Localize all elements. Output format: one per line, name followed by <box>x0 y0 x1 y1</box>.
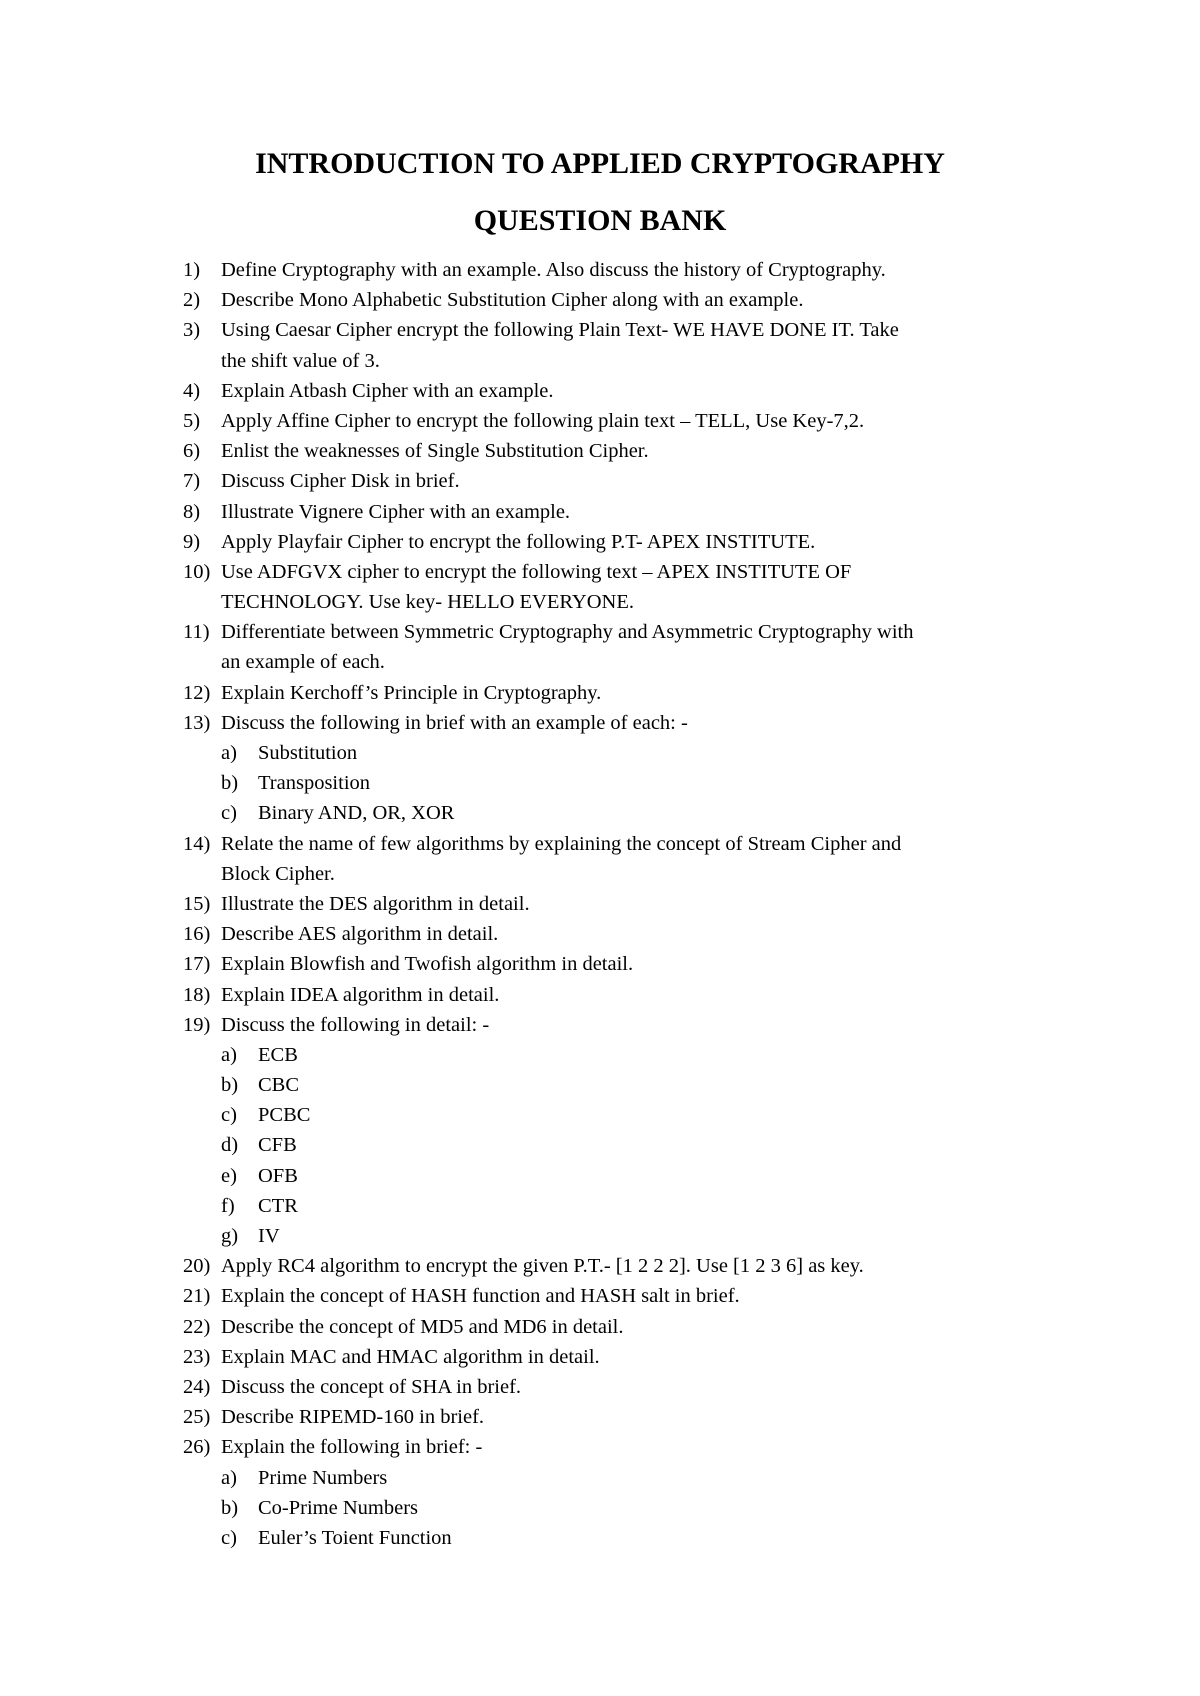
question-item <box>0 1281 1200 1311</box>
question-subitem <box>0 1100 1200 1130</box>
question-text: Describe the concept of MD5 and MD6 in detail. <box>221 1315 624 1338</box>
subitem-text: CTR <box>258 1194 298 1217</box>
question-item <box>0 1010 1200 1040</box>
question-number: 24) <box>183 1375 211 1398</box>
subitem-text: CFB <box>258 1134 297 1157</box>
subitem-text: Binary AND, OR, XOR <box>258 802 455 825</box>
question-number: 3) <box>183 319 201 342</box>
document-title: INTRODUCTION TO APPLIED CRYPTOGRAPHY <box>255 147 945 180</box>
question-item <box>0 829 1200 859</box>
question-item-continuation <box>0 647 1200 677</box>
question-number: 22) <box>183 1315 211 1338</box>
question-item <box>0 497 1200 527</box>
question-subitem <box>0 1191 1200 1221</box>
question-text: Describe AES algorithm in detail. <box>221 923 499 946</box>
question-item <box>0 617 1200 647</box>
question-text: Apply Playfair Cipher to encrypt the following P.T- APEX INSTITUTE. <box>221 530 816 553</box>
question-text: Describe Mono Alphabetic Substitution Cipher along with an example. <box>221 289 804 312</box>
subitem-letter: a) <box>221 1043 237 1066</box>
question-number: 14) <box>183 832 211 855</box>
subitem-text: PCBC <box>258 1104 311 1127</box>
question-item <box>0 919 1200 949</box>
question-number: 17) <box>183 953 211 976</box>
question-number: 9) <box>183 530 201 553</box>
question-number: 26) <box>183 1436 211 1459</box>
subitem-letter: e) <box>221 1164 237 1187</box>
question-item <box>0 255 1200 285</box>
question-item <box>0 466 1200 496</box>
question-text: Enlist the weaknesses of Single Substitution Cipher. <box>221 440 649 463</box>
question-number: 5) <box>183 409 201 432</box>
question-text: Explain IDEA algorithm in detail. <box>221 983 500 1006</box>
question-item <box>0 557 1200 587</box>
question-text: Illustrate Vignere Cipher with an example. <box>221 500 571 523</box>
question-subitem <box>0 1130 1200 1160</box>
question-item <box>0 1372 1200 1402</box>
question-item <box>0 1342 1200 1372</box>
question-item <box>0 406 1200 436</box>
question-number: 6) <box>183 440 201 463</box>
question-item <box>0 1402 1200 1432</box>
question-number: 25) <box>183 1406 211 1429</box>
question-text: Discuss the concept of SHA in brief. <box>221 1375 522 1398</box>
question-number: 15) <box>183 892 211 915</box>
question-item-continuation <box>0 587 1200 617</box>
question-text: Discuss the following in brief with an example of each: - <box>221 711 688 734</box>
question-subitem <box>0 1463 1200 1493</box>
question-text: Discuss the following in detail: - <box>221 1013 490 1036</box>
question-text: an example of each. <box>221 651 385 674</box>
question-text: Discuss Cipher Disk in brief. <box>221 470 460 493</box>
subitem-letter: b) <box>221 1074 239 1097</box>
question-item <box>0 315 1200 345</box>
question-item-continuation <box>0 859 1200 889</box>
question-number: 10) <box>183 560 211 583</box>
question-item <box>0 527 1200 557</box>
question-text: Using Caesar Cipher encrypt the following Plain Text- WE HAVE DONE IT. Take <box>221 319 899 342</box>
question-number: 8) <box>183 500 201 523</box>
subitem-text: Co-Prime Numbers <box>258 1496 418 1519</box>
subitem-letter: a) <box>221 1466 237 1489</box>
question-item-continuation <box>0 346 1200 376</box>
question-item <box>0 376 1200 406</box>
question-number: 4) <box>183 379 201 402</box>
question-text: Explain Atbash Cipher with an example. <box>221 379 554 402</box>
question-subitem <box>0 1161 1200 1191</box>
question-item <box>0 285 1200 315</box>
subitem-letter: d) <box>221 1134 239 1157</box>
question-text: Use ADFGVX cipher to encrypt the following text – APEX INSTITUTE OF <box>221 560 852 583</box>
question-subitem <box>0 738 1200 768</box>
document-subtitle: QUESTION BANK <box>473 204 727 237</box>
question-subitem <box>0 1523 1200 1553</box>
question-number: 20) <box>183 1255 211 1278</box>
question-text: Block Cipher. <box>221 862 335 885</box>
question-number: 13) <box>183 711 211 734</box>
subitem-text: Substitution <box>258 742 358 764</box>
question-text: Explain the concept of HASH function and HASH salt in brief. <box>221 1285 740 1308</box>
subitem-letter: b) <box>221 772 239 795</box>
subitem-letter: c) <box>221 1104 237 1127</box>
question-number: 16) <box>183 923 211 946</box>
question-subitem <box>0 798 1200 828</box>
question-text: the shift value of 3. <box>221 349 380 372</box>
subitem-text: ECB <box>258 1043 298 1066</box>
question-number: 21) <box>183 1285 211 1308</box>
question-subitem <box>0 1040 1200 1070</box>
question-subitem <box>0 1221 1200 1251</box>
subitem-text: Transposition <box>258 772 371 795</box>
subitem-letter: c) <box>221 802 237 825</box>
question-text: Differentiate between Symmetric Cryptography and Asymmetric Cryptography with <box>221 621 914 644</box>
question-number: 23) <box>183 1345 211 1368</box>
subitem-letter: b) <box>221 1496 239 1519</box>
question-text: Illustrate the DES algorithm in detail. <box>221 892 530 915</box>
subitem-text: CBC <box>258 1074 300 1097</box>
subitem-letter: a) <box>221 742 237 764</box>
question-list <box>0 255 1200 1553</box>
question-item <box>0 949 1200 979</box>
question-subitem <box>0 1493 1200 1523</box>
question-text: Apply RC4 algorithm to encrypt the given P.T.- [1 2 2 2]. Use [1 2 3 6] as key. <box>221 1255 864 1278</box>
question-item <box>0 1312 1200 1342</box>
question-text: Apply Affine Cipher to encrypt the following plain text – TELL, Use Key-7,2. <box>221 409 865 432</box>
question-item <box>0 436 1200 466</box>
subitem-letter: f) <box>221 1194 235 1217</box>
subitem-text: IV <box>258 1225 280 1247</box>
subitem-letter: c) <box>221 1526 237 1549</box>
question-item <box>0 980 1200 1010</box>
subitem-text: Euler’s Toient Function <box>258 1526 452 1549</box>
question-item <box>0 708 1200 738</box>
subitem-letter: g) <box>221 1225 239 1247</box>
question-subitem <box>0 1070 1200 1100</box>
question-text: Define Cryptography with an example. Also discuss the history of Cryptography. <box>221 259 886 281</box>
question-number: 18) <box>183 983 211 1006</box>
question-text: TECHNOLOGY. Use key- HELLO EVERYONE. <box>221 591 634 614</box>
question-number: 12) <box>183 681 211 704</box>
question-item <box>0 889 1200 919</box>
question-text: Explain Kerchoff’s Principle in Cryptography. <box>221 681 602 704</box>
question-text: Relate the name of few algorithms by explaining the concept of Stream Cipher and <box>221 832 902 855</box>
subitem-text: Prime Numbers <box>258 1466 388 1489</box>
question-text: Explain Blowfish and Twofish algorithm in detail. <box>221 953 634 976</box>
question-item <box>0 1432 1200 1462</box>
question-number: 1) <box>183 259 201 281</box>
question-item <box>0 1251 1200 1281</box>
question-number: 11) <box>183 621 210 644</box>
question-number: 7) <box>183 470 201 493</box>
subitem-text: OFB <box>258 1164 298 1187</box>
question-subitem <box>0 768 1200 798</box>
question-text: Describe RIPEMD-160 in brief. <box>221 1406 485 1429</box>
question-text: Explain the following in brief: - <box>221 1436 483 1459</box>
question-text: Explain MAC and HMAC algorithm in detail. <box>221 1345 600 1368</box>
question-number: 2) <box>183 289 201 312</box>
question-item <box>0 678 1200 708</box>
question-number: 19) <box>183 1013 211 1036</box>
